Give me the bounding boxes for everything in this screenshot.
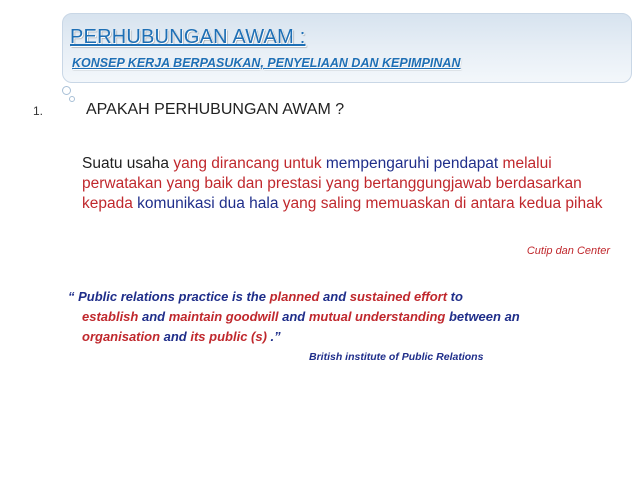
quote-text: to [447, 289, 463, 304]
decorative-circle-large [62, 86, 71, 95]
definition-segment: mempengaruhi pendapat [325, 155, 503, 172]
quote-text: and [278, 309, 309, 324]
definition-segment: melalui perwatakan yang baik [82, 155, 552, 192]
decorative-circle-small [69, 96, 75, 102]
slide-subtitle: KONSEP KERJA BERPASUKAN, PENYELIAAN DAN KEPIMPINAN [72, 56, 461, 70]
definition-segment: prestasi yang bertanggungjawab berdasarkan kepada [82, 175, 582, 212]
quote-emphasis: mutual understanding [308, 309, 446, 324]
slide-title: PERHUBUNGAN AWAM : [70, 26, 306, 48]
quote-text: “ Public relations practice is the [68, 289, 270, 304]
quote-line-2 [68, 307, 613, 327]
section-heading: APAKAH PERHUBUNGAN AWAM ? [86, 101, 345, 118]
definition-segment: yang dirancang untuk [173, 155, 326, 172]
quote-text: between an [445, 309, 520, 324]
definition-paragraph [82, 154, 627, 214]
definition-citation: Cutip dan Center [526, 245, 610, 257]
quote-emphasis: planned [269, 289, 320, 304]
definition-segment: yang saling memuaskan di antara kedua pihak [282, 195, 603, 212]
definition-segment: Suatu usaha [82, 155, 174, 172]
quote-line-3 [68, 327, 613, 347]
quote-block [68, 287, 613, 347]
quote-line-1 [68, 287, 613, 307]
quote-text: and [160, 329, 191, 344]
definition-segment: komunikasi dua hala [137, 195, 283, 212]
quote-citation: British institute of Public Relations [309, 351, 484, 363]
quote-emphasis: its public (s) [190, 329, 267, 344]
quote-text: and [319, 289, 350, 304]
quote-emphasis: sustained effort [349, 289, 448, 304]
quote-text: .” [266, 329, 281, 344]
quote-emphasis: maintain goodwill [168, 309, 279, 324]
definition-segment: dan [237, 175, 268, 192]
quote-emphasis: establish [82, 309, 139, 324]
quote-emphasis: organisation [82, 329, 161, 344]
quote-text: and [138, 309, 169, 324]
section-number: 1. [33, 104, 44, 118]
